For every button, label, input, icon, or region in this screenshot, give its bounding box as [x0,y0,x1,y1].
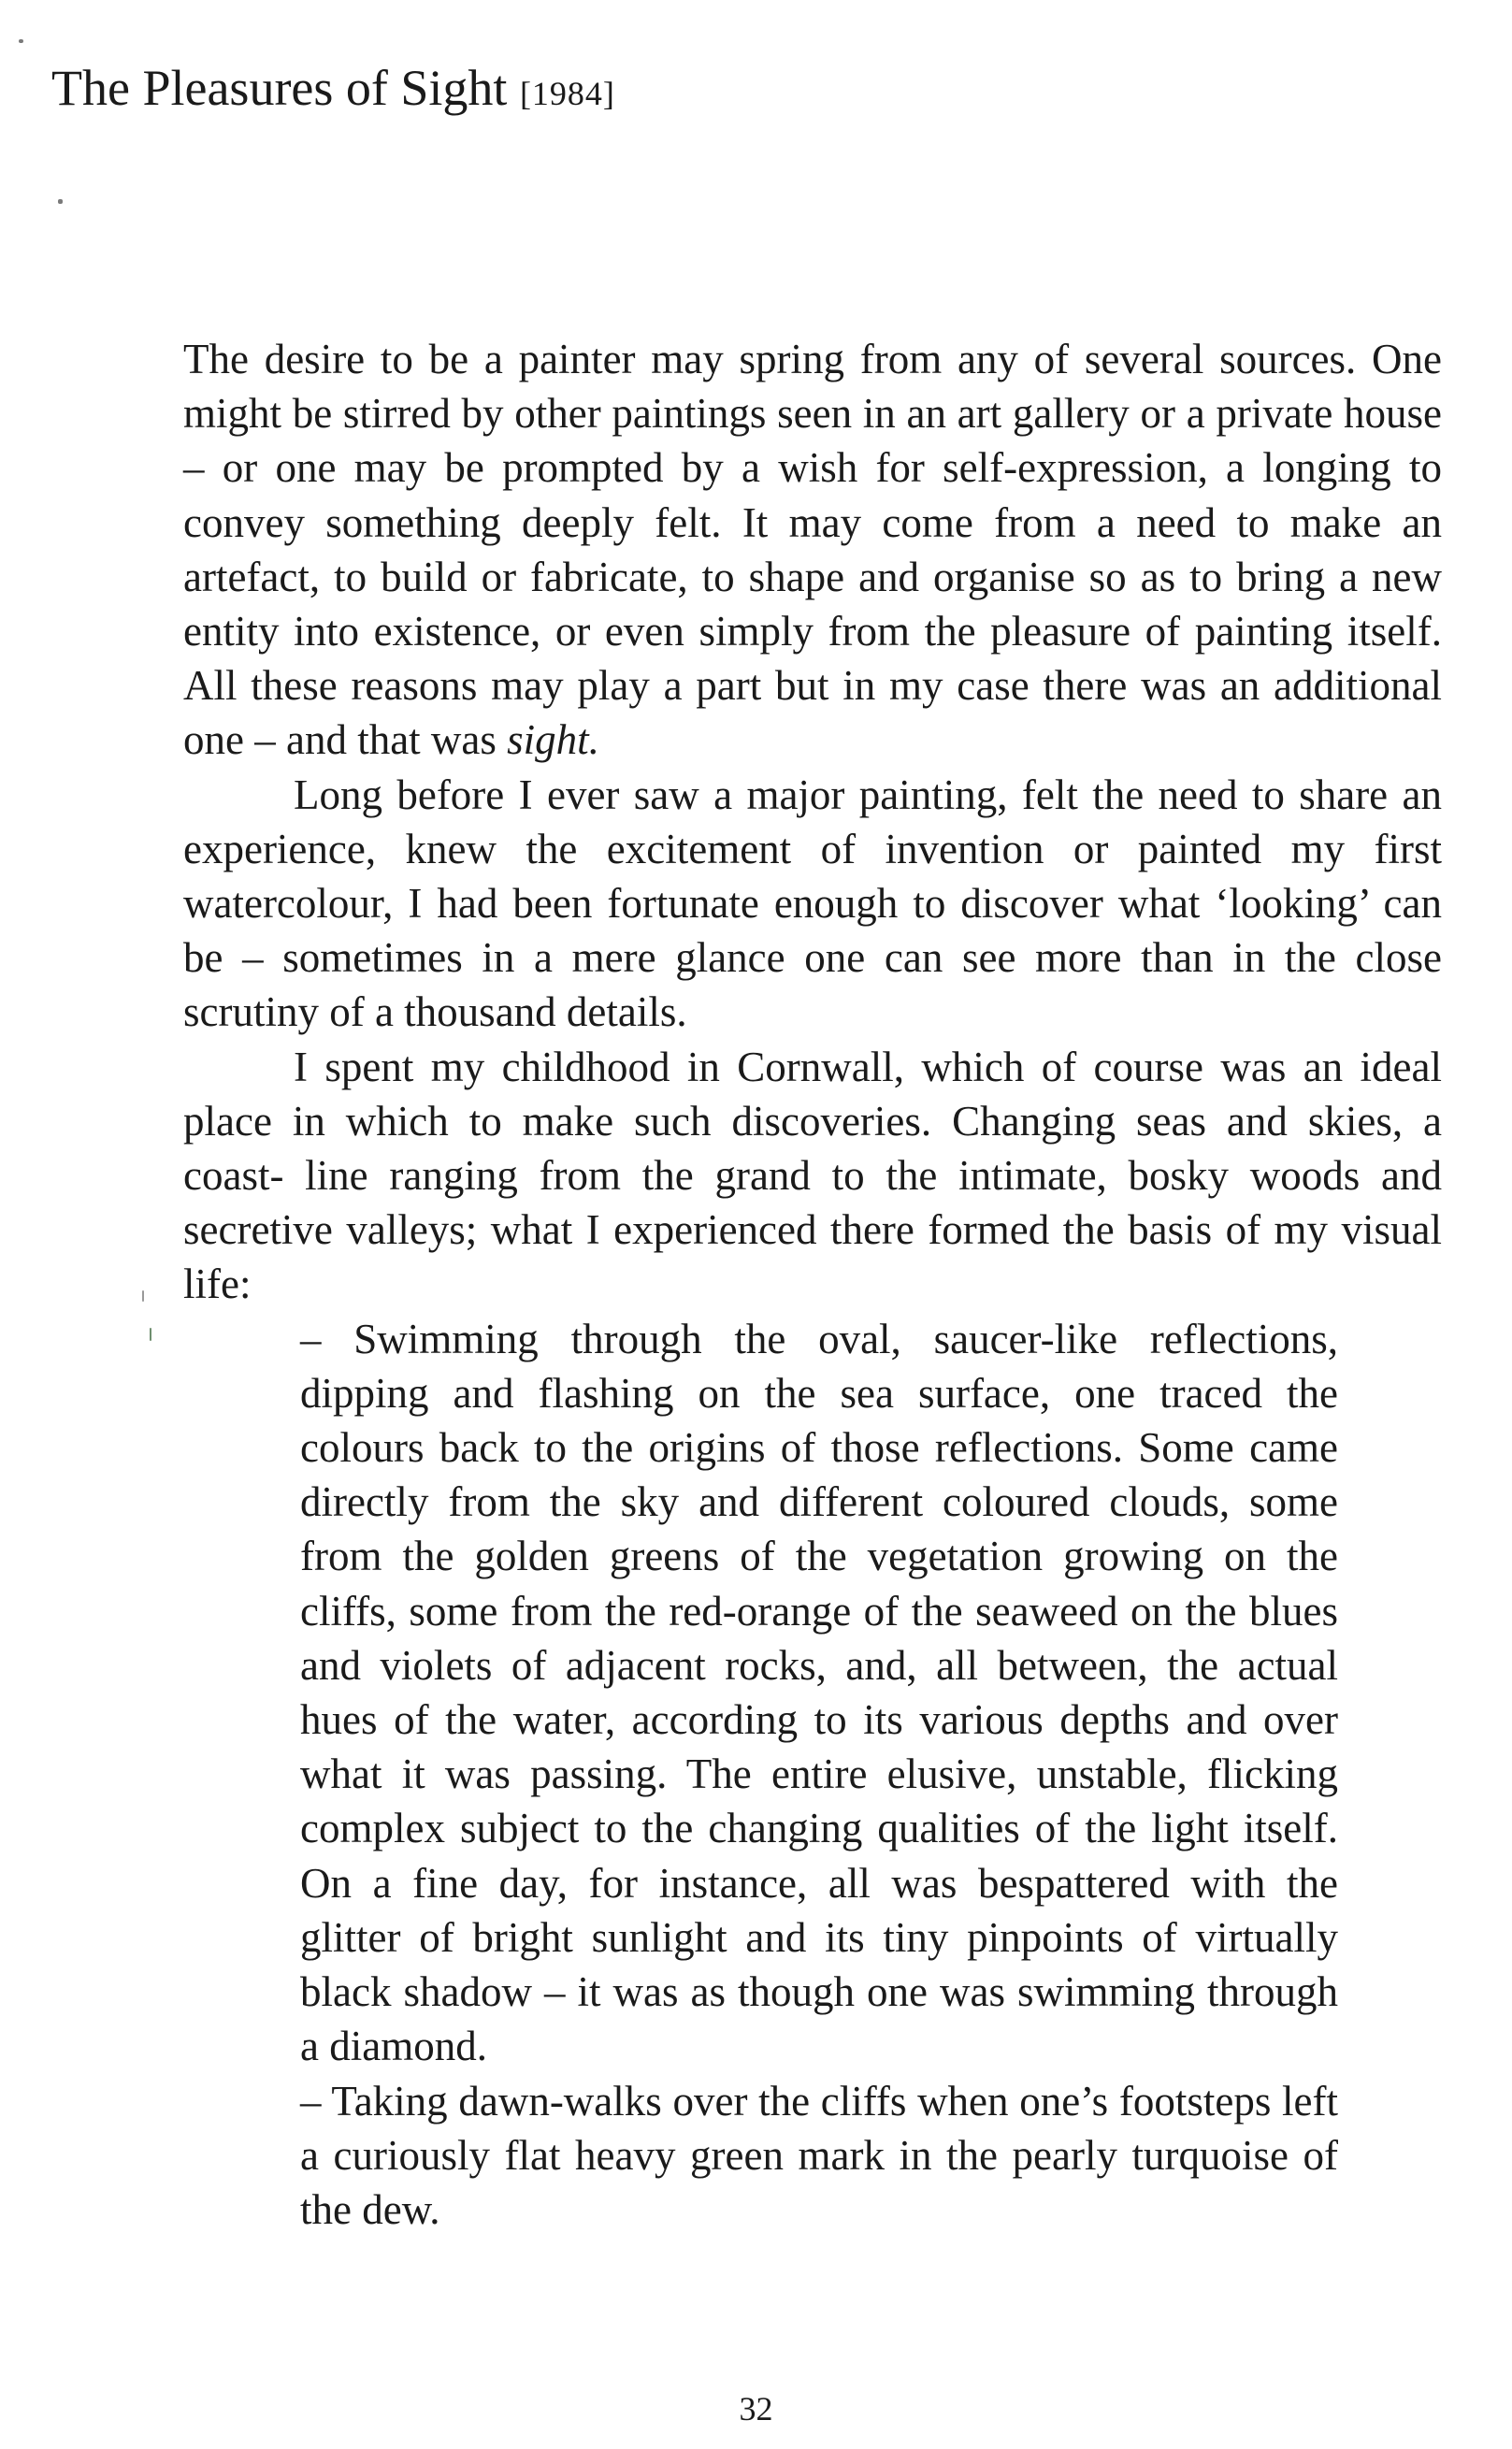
title-text: The Pleasures of Sight [51,60,508,116]
paragraph: I spent my childhood in Cornwall, which of course was an ideal place in which to make such discoveries. Changing seas and skies, a coast- line ranging from the grand to the intimate, bosky woods and secretive valleys; what I experienced there formed the basis of my visual life: [183,1043,1442,1308]
page-number: 32 [739,2390,773,2427]
quote-paragraph: – Swimming through the oval, saucer-like reflections, dipping and flashing on the sea surface, one traced the colours back to the origins of those reflections. Some came directly from the sky and different coloured clouds, some from the golden greens of the vegetation growing on the cliffs, some from the red-orange of the seaweed on the blues and violets of adjacent rocks, and, all between, the actual hues of the water, according to its various depths and over what it was passing. The entire elusive, unstable, flicking complex subject to the changing qualities of the light itself. On a fine day, for instance, all was bespattered with the glitter of bright sunlight and its tiny pinpoints of virtually black shadow – it was as though one was swimming through a diamond. [300,1315,1338,2070]
page-title [51,58,615,123]
paragraph-text: The desire to be a painter may spring from any of several sources. One might be stirred by other paintings seen in an art gallery or a private house – or one may be prompted by a wish for self-expression, a longing to convey something deeply felt. It may come from a need to make an artefact, to build or fabricate, to shape and organise so as to bring a new entity into existence, or even simply from the pleasure of painting itself. All these reasons may play a part but in my case there was an additional one – and that was [183,336,1442,764]
paragraph [183,332,1442,768]
title-year: [1984] [519,75,615,112]
scan-speck [142,1290,144,1302]
scan-speck [150,1328,151,1341]
essay-body [183,332,1442,2237]
emphasis-sight: sight. [507,716,599,764]
paragraph: Long before I ever saw a major painting, felt the need to share an experience, knew the excitement of invention or painted my first watercolour, I had been fortunate enough to discover what ‘looking’ can be – sometimes in a mere glance one can see more than in the close scrutiny of a thousand details. [183,771,1442,1036]
scan-speck [19,39,23,43]
quote-paragraph: – Taking dawn-walks over the cliffs when one’s footsteps left a curiously flat heavy green mark in the pearly turquoise of the dew. [300,2077,1338,2233]
indented-passage [300,1312,1338,2237]
scan-speck [58,199,63,204]
